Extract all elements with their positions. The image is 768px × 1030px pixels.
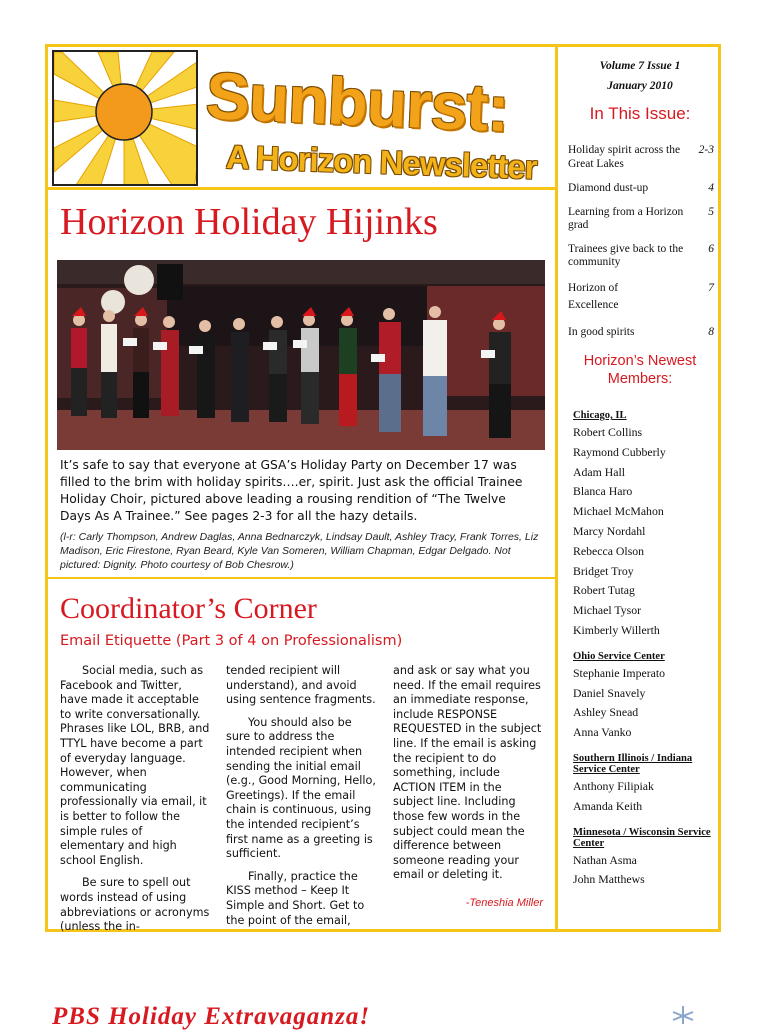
member-group-location: Minnesota / Wisconsin Service Center [573,826,711,849]
photo-illustration [57,260,545,450]
toc-item-page: 5 [708,205,714,218]
article-column-2 [226,664,376,936]
toc-item-page: 4 [708,182,714,194]
toc-item-page: 8 [708,325,714,338]
toc-item-title: Trainees give back to the community [568,242,684,268]
issue-date: January 2010 [607,80,673,92]
member-group [573,410,718,641]
member-name: Raymond Cubberly [573,444,666,459]
member-name: Nathan Asma [573,852,637,867]
paragraph: Social media, such as Facebook and Twitter, have made it acceptable to write conversationally. Phrases like LOL, BRB, and TTYL have become a part of everyday language. However, when communicating professionally via email, it is better to follow the simple rules of elementary and high school English. [60,664,210,867]
toc-item-page: 2-3 [698,144,714,156]
paragraph: Finally, practice the KISS method – Keep It Simple and Short. Get to the point of the email, [226,869,365,927]
feature-headline: Horizon Holiday Hijinks [60,201,438,243]
toc-item-title: Horizon of Excellence [568,281,619,311]
member-group-location: Ohio Service Center [573,650,665,662]
issue-volume: Volume 7 Issue 1 [599,60,681,72]
photo-caption: (l-r: Carly Thompson, Andrew Daglas, Anna Bednarczyk, Lindsay Dault, Ashley Tracy, Frank Torres, Liz Madison, Eric Firestone, Ryan Beard, Kyle Van Someren, William Chapman, Edgar Delgado. Not pictured: Dignity. Photo courtesy of Bob Chesrow.) [60,531,539,571]
coordinators-corner-subtitle: Email Etiquette (Part 3 of 4 on Professionalism) [60,633,403,649]
article-column-1 [60,664,210,943]
member-name: Anna Vanko [573,725,632,740]
paragraph: You should also be sure to address the intended recipient when sending the initial email (e.g., Good Morning, Hello, Greetings). If the email chain is continuous, using the intended recipient’s first name as a greeting is sufficient. [226,715,376,861]
in-this-issue-heading: In This Issue: [589,104,691,123]
masthead-divider [45,187,557,190]
member-name: Michael Tysor [573,603,642,618]
member-name: Kimberly Willerth [573,622,660,637]
member-name: Marcy Nordahl [573,523,646,538]
member-group [573,827,718,891]
member-name: Amanda Keith [573,798,643,813]
member-name: Adam Hall [573,464,626,479]
sidebar-divider [555,44,558,932]
newest-members-list [573,410,718,900]
member-name: John Matthews [573,872,645,887]
issue-info [560,56,720,96]
toc-item-page: 6 [708,242,714,255]
member-group [573,753,718,817]
toc-item[interactable] [568,206,714,233]
snowflake-icon [668,1004,698,1024]
paragraph: and ask or say what you need. If the email requires an immediate response, include RESPONSE REQUESTED in the subject line. If the email is asking the recipient to do something, include ACTION ITEM in the subject line. Including those few words in the subject could mean the difference between someone reading your email or deleting it. [393,664,542,882]
author-signature: -Teneshia Miller [465,897,543,909]
member-name: Stephanie Imperato [573,665,666,680]
masthead-subtitle: A Horizon Newsletter [225,138,538,186]
member-name: Blanca Haro [573,484,633,499]
holiday-party-photo [57,260,545,450]
feature-lead-paragraph: It’s safe to say that everyone at GSA’s Holiday Party on December 17 was filled to the brim with holiday spirits….er, spirit. Just ask the official Trainee Holiday Choir, pictured above leading a rousing rendition of “The Twelve Days As A Trainee.” See pages 2-3 for all the hazy details. [60,458,523,523]
paragraph: tended recipient will understand), and avoid using sentence fragments. [226,664,376,707]
member-group [573,651,718,743]
sun-icon [54,52,198,186]
toc-item[interactable] [568,280,714,314]
member-name: Ashley Snead [573,705,639,720]
newest-members-heading: Horizon’s Newest Members: [583,353,697,387]
member-name: Rebecca Olson [573,543,645,558]
member-name: Bridget Troy [573,563,634,578]
member-name: Michael McMahon [573,504,664,519]
table-of-contents [568,144,714,339]
member-group-location: Chicago, IL [573,410,627,421]
toc-item[interactable] [568,243,714,270]
member-name: Robert Tutag [573,583,635,598]
toc-item[interactable] [568,326,714,340]
toc-item-page: 7 [708,281,714,294]
member-name: Anthony Filipiak [573,778,654,793]
member-name: Robert Collins [573,425,643,439]
toc-item-title: Diamond dust-up [568,182,649,194]
masthead-title: Sunburst: [204,58,510,146]
toc-item-title: In good spirits [568,325,635,338]
toc-item[interactable] [568,182,714,196]
member-name: Daniel Snavely [573,685,646,700]
next-page-headline: PBS Holiday Extravaganza! [52,1003,371,1030]
section-divider [45,577,557,579]
member-group-location: Southern Illinois / Indiana Service Center [573,752,693,775]
toc-item[interactable] [568,144,714,171]
toc-item-title: Holiday spirit across the Great Lakes [568,144,681,170]
toc-item-title: Learning from a Horizon grad [568,205,684,231]
coordinators-corner-title: Coordinator’s Corner [60,592,317,625]
sun-logo [52,50,198,186]
article-column-3 [393,664,545,891]
paragraph: Be sure to spell out words instead of using abbreviations or acronyms (unless the in- [60,876,210,934]
